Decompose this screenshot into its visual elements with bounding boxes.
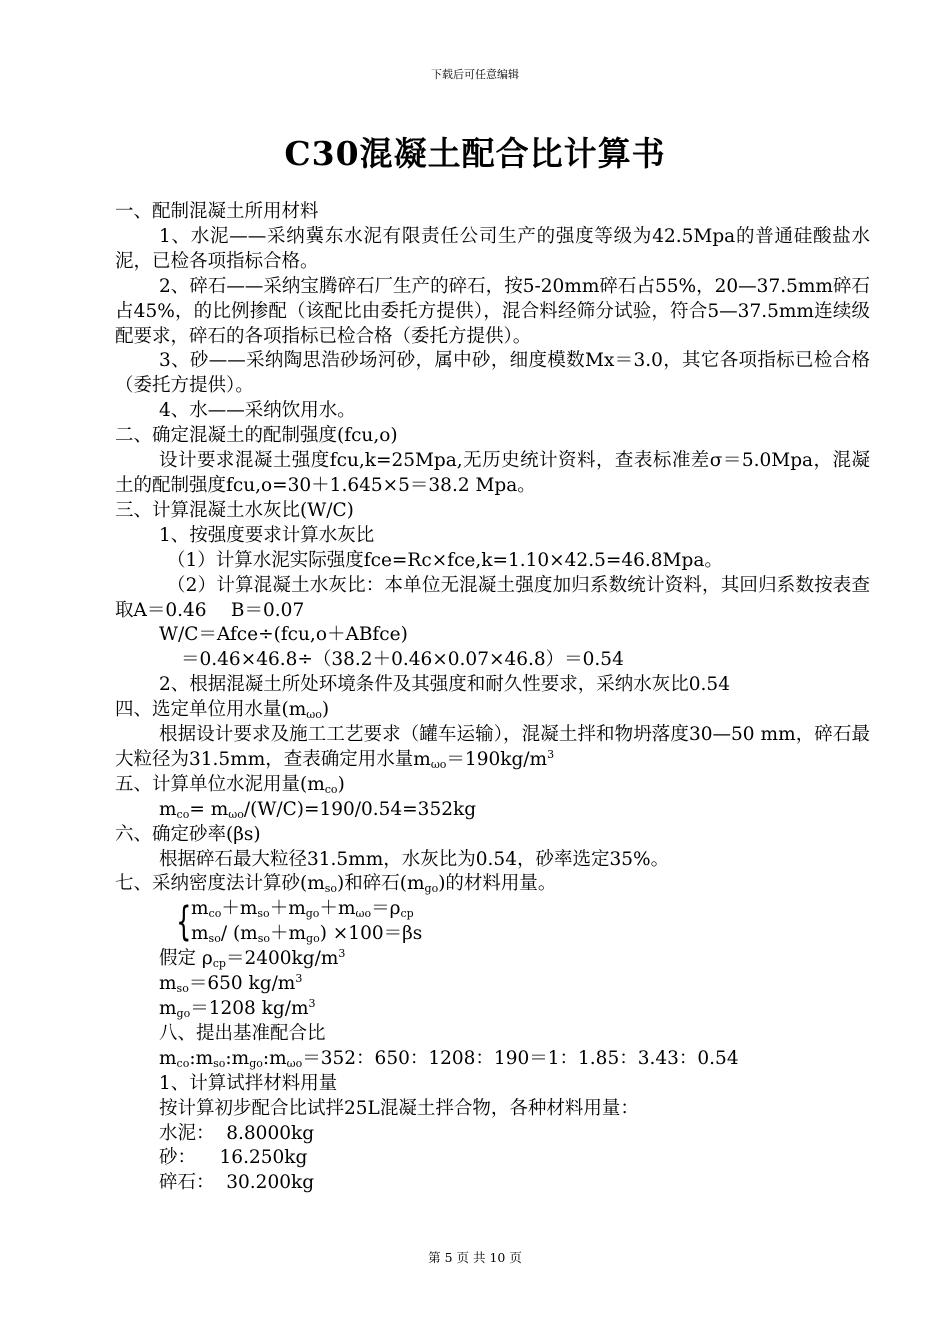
brace-symbol: { <box>176 899 192 946</box>
section-5-heading: 五、计算单位水泥用量$(m_{co})$ <box>115 773 345 796</box>
assumption: 假定 $\rho_{cp}=2400kg/m^3$ <box>159 947 346 971</box>
formula: $m_{co}= m_{\omega o}/(W/C)=190/0.54=352kg$ <box>159 798 477 821</box>
equation: $m_{so}/$ $(m_{so}+m_{go}) \times 100=\beta s$ <box>191 923 423 946</box>
paragraph: 根据设计要求及施工工艺要求（罐车运输），混凝土拌和物坍落度30—50 mm，碎石最大粒径为31.5mm，查表确定用水量$m_{\omega o}=190kg/m^3$ <box>115 724 870 771</box>
paragraph: 3、砂——采纳陶思浩砂场河砂，属中砂，细度模数Mx＝3.0，其它各项指标已检合格（委托方提供）。 <box>115 350 870 397</box>
paragraph: 1、计算试拌材料用量 <box>159 1072 338 1094</box>
paragraph: （2）计算混凝土水灰比：本单位无混凝土强度加归系数统计资料，其回归系数按表查取A＝0.46 B＝0.07 <box>115 574 870 621</box>
equation: $m_{co}+m_{so}+m_{go}+m_{\omega o}=\rho_{cp}$ <box>191 898 414 921</box>
document-body <box>115 200 870 1196</box>
paragraph: 2、根据混凝土所处环境条件及其强度和耐久性要求，采纳水灰比0.54 <box>159 674 730 696</box>
header-note: 下载后可任意编辑 <box>431 68 519 81</box>
result-sand: $m_{so}=650$ $kg/m^3$ <box>159 972 303 996</box>
section-7-heading: 七、采纳密度法计算砂$(m_{so})$和碎石$(m_{go})$的材料用量。 <box>115 873 557 896</box>
result-gravel: $m_{go}=1208$ $kg/m^3$ <box>159 997 316 1020</box>
paragraph: 1、按强度要求计算水灰比 <box>159 524 375 546</box>
section-4-heading: 四、选定单位用水量$(m_{\omega o})$ <box>115 699 330 722</box>
material-gravel: 碎石： 30.200kg <box>159 1172 315 1194</box>
formula: ＝0.46×46.8÷（38.2＋0.46×0.07×46.8）＝0.54 <box>181 649 624 671</box>
section-1-heading: 一、配制混凝土所用材料 <box>115 201 319 222</box>
section-6-heading: 六、确定砂率(βs) <box>115 823 261 845</box>
paragraph: （1）计算水泥实际强度fce=Rc×fce,k=1.10×42.5=46.8Mpa。 <box>167 549 723 571</box>
section-2-heading: 二、确定混凝土的配制强度(fcu,o) <box>115 425 398 447</box>
paragraph: 1、水泥——采纳冀东水泥有限责任公司生产的强度等级为42.5Mpa的普通硅酸盐水泥，已检各项指标合格。 <box>115 225 870 272</box>
paragraph: 按计算初步配合比试拌25L混凝土拌合物，各种材料用量： <box>159 1097 639 1119</box>
paragraph: 设计要求混凝土强度fcu,k=25Mpa,无历史统计资料，查表标准差σ＝5.0Mpa，混凝土的配制强度fcu,o=30＋1.645×5＝38.2 Mpa。 <box>115 450 870 496</box>
equation-system <box>115 897 870 947</box>
material-sand: 砂： 16.250kg <box>159 1147 308 1169</box>
paragraph: 根据碎石最大粒径31.5mm，水灰比为0.54，砂率选定35%。 <box>159 848 670 870</box>
document-title: C30混凝土配合比计算书 <box>284 134 666 173</box>
formula: W/C＝Afce÷(fcu,o＋ABfce) <box>159 624 408 646</box>
page-number: 第 5 页 共 10 页 <box>428 1250 522 1265</box>
paragraph: 4、水——采纳饮用水。 <box>159 400 356 422</box>
material-cement: 水泥： 8.8000kg <box>159 1122 315 1144</box>
section-8-heading: 八、提出基准配合比 <box>159 1022 326 1044</box>
section-3-heading: 三、计算混凝土水灰比(W/C) <box>115 499 354 521</box>
paragraph: 2、碎石——采纳宝腾碎石厂生产的碎石，按5-20mm碎石占55%，20—37.5mm碎石占45%，的比例掺配（该配比由委托方提供），混合料经筛分试验，符合5—37.5mm连续级配要求，碎石的各项指标已检合格（委托方提供）。 <box>115 275 870 347</box>
mix-ratio: $m_{co}:m_{so}:m_{go}:m_{\omega o}=352$：650：1208：190＝1：1.85：3.43：0.54 <box>159 1047 739 1070</box>
